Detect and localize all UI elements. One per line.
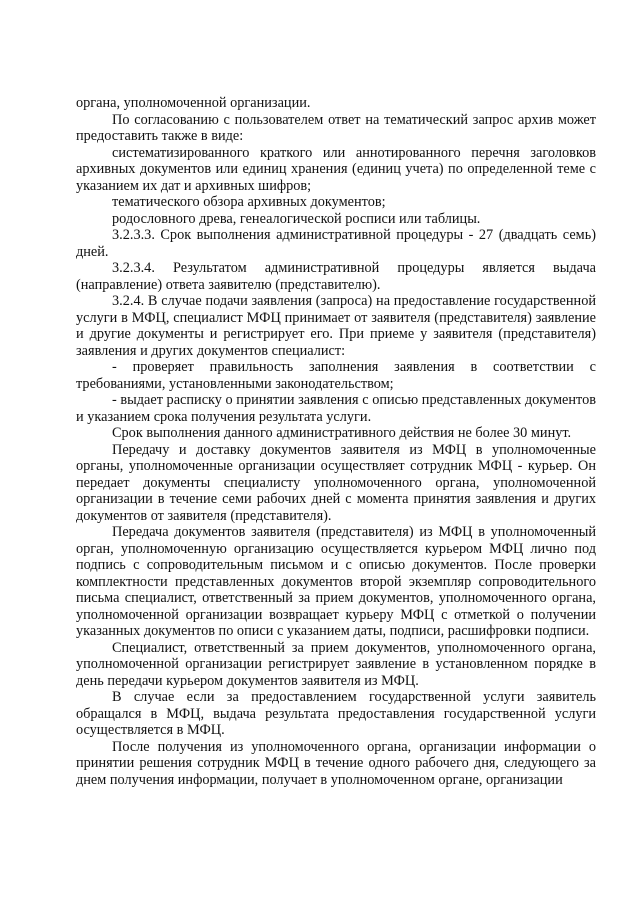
paragraph-3: систематизированного краткого или аннотированного перечня заголовков архивных документов или единиц хранения (единиц учета) по определенной теме с указанием их дат и архивных шифров; [76,144,596,194]
paragraph-7: 3.2.3.4. Результатом административной процедуры является выдача (направление) ответа заявителю (представителю). [76,260,596,293]
document-page [76,95,596,788]
paragraph-9: - проверяет правильность заполнения заявления в соответствии с требованиями, установленными законодательством; [76,359,596,392]
paragraph-11: Срок выполнения данного административного действия не более 30 минут. [112,425,572,441]
paragraph-10: - выдает расписку о принятии заявления с описью представленных документов и указанием срока получения результата услуги. [76,392,596,425]
paragraph-8: 3.2.4. В случае подачи заявления (запроса) на предоставление государственной услуги в МФЦ, специалист МФЦ принимает от заявителя (представителя) заявление и другие документы и регистрирует его. При приеме у заявителя (представителя) заявления и других документов специалист: [76,293,596,359]
paragraph-2: По согласованию с пользователем ответ на тематический запрос архив может предоставить также в виде: [76,111,596,144]
paragraph-4: тематического обзора архивных документов; [112,194,386,210]
paragraph-14: Специалист, ответственный за прием документов, уполномоченного органа, уполномоченной организации регистрирует заявление в установленном порядке в день передачи курьером документов заявителя из МФЦ. [76,639,596,689]
paragraph-15: В случае если за предоставлением государственной услуги заявитель обращался в МФЦ, выдача результата предоставления государственной услуги осуществляется в МФЦ. [76,689,596,738]
paragraph-1: органа, уполномоченной организации. [76,95,311,111]
paragraph-16: После получения из уполномоченного органа, организации информации о принятии решения сотрудник МФЦ в течение одного рабочего дня, следующего за днем получения информации, получает в уполномоченном органе, организации [76,738,596,788]
paragraph-12: Передачу и доставку документов заявителя из МФЦ в уполномоченные органы, уполномоченные организации осуществляет сотрудник МФЦ - курьер. Он передает документы специалисту уполномоченного органа, уполномоченной организации в течение семи рабочих дней с момента принятия заявления и других документов от заявителя (представителя). [76,441,596,524]
paragraph-5: родословного древа, генеалогической росписи или таблицы. [112,210,481,227]
paragraph-13: Передача документов заявителя (представителя) из МФЦ в уполномоченный орган, уполномоченную организацию осуществляется курьером МФЦ лично под подпись с сопроводительным письмом и с описью документов. После проверки комплектности представленных документов второй экземпляр сопроводительного письма специалист, ответственный за прием документов, уполномоченного органа, уполномоченной организации возвращает курьеру МФЦ с отметкой о получении указанных документов по описи с указанием даты, подписи, расшифровки подписи. [76,524,596,639]
paragraph-6: 3.2.3.3. Срок выполнения административной процедуры - 27 (двадцать семь) дней. [76,227,596,260]
